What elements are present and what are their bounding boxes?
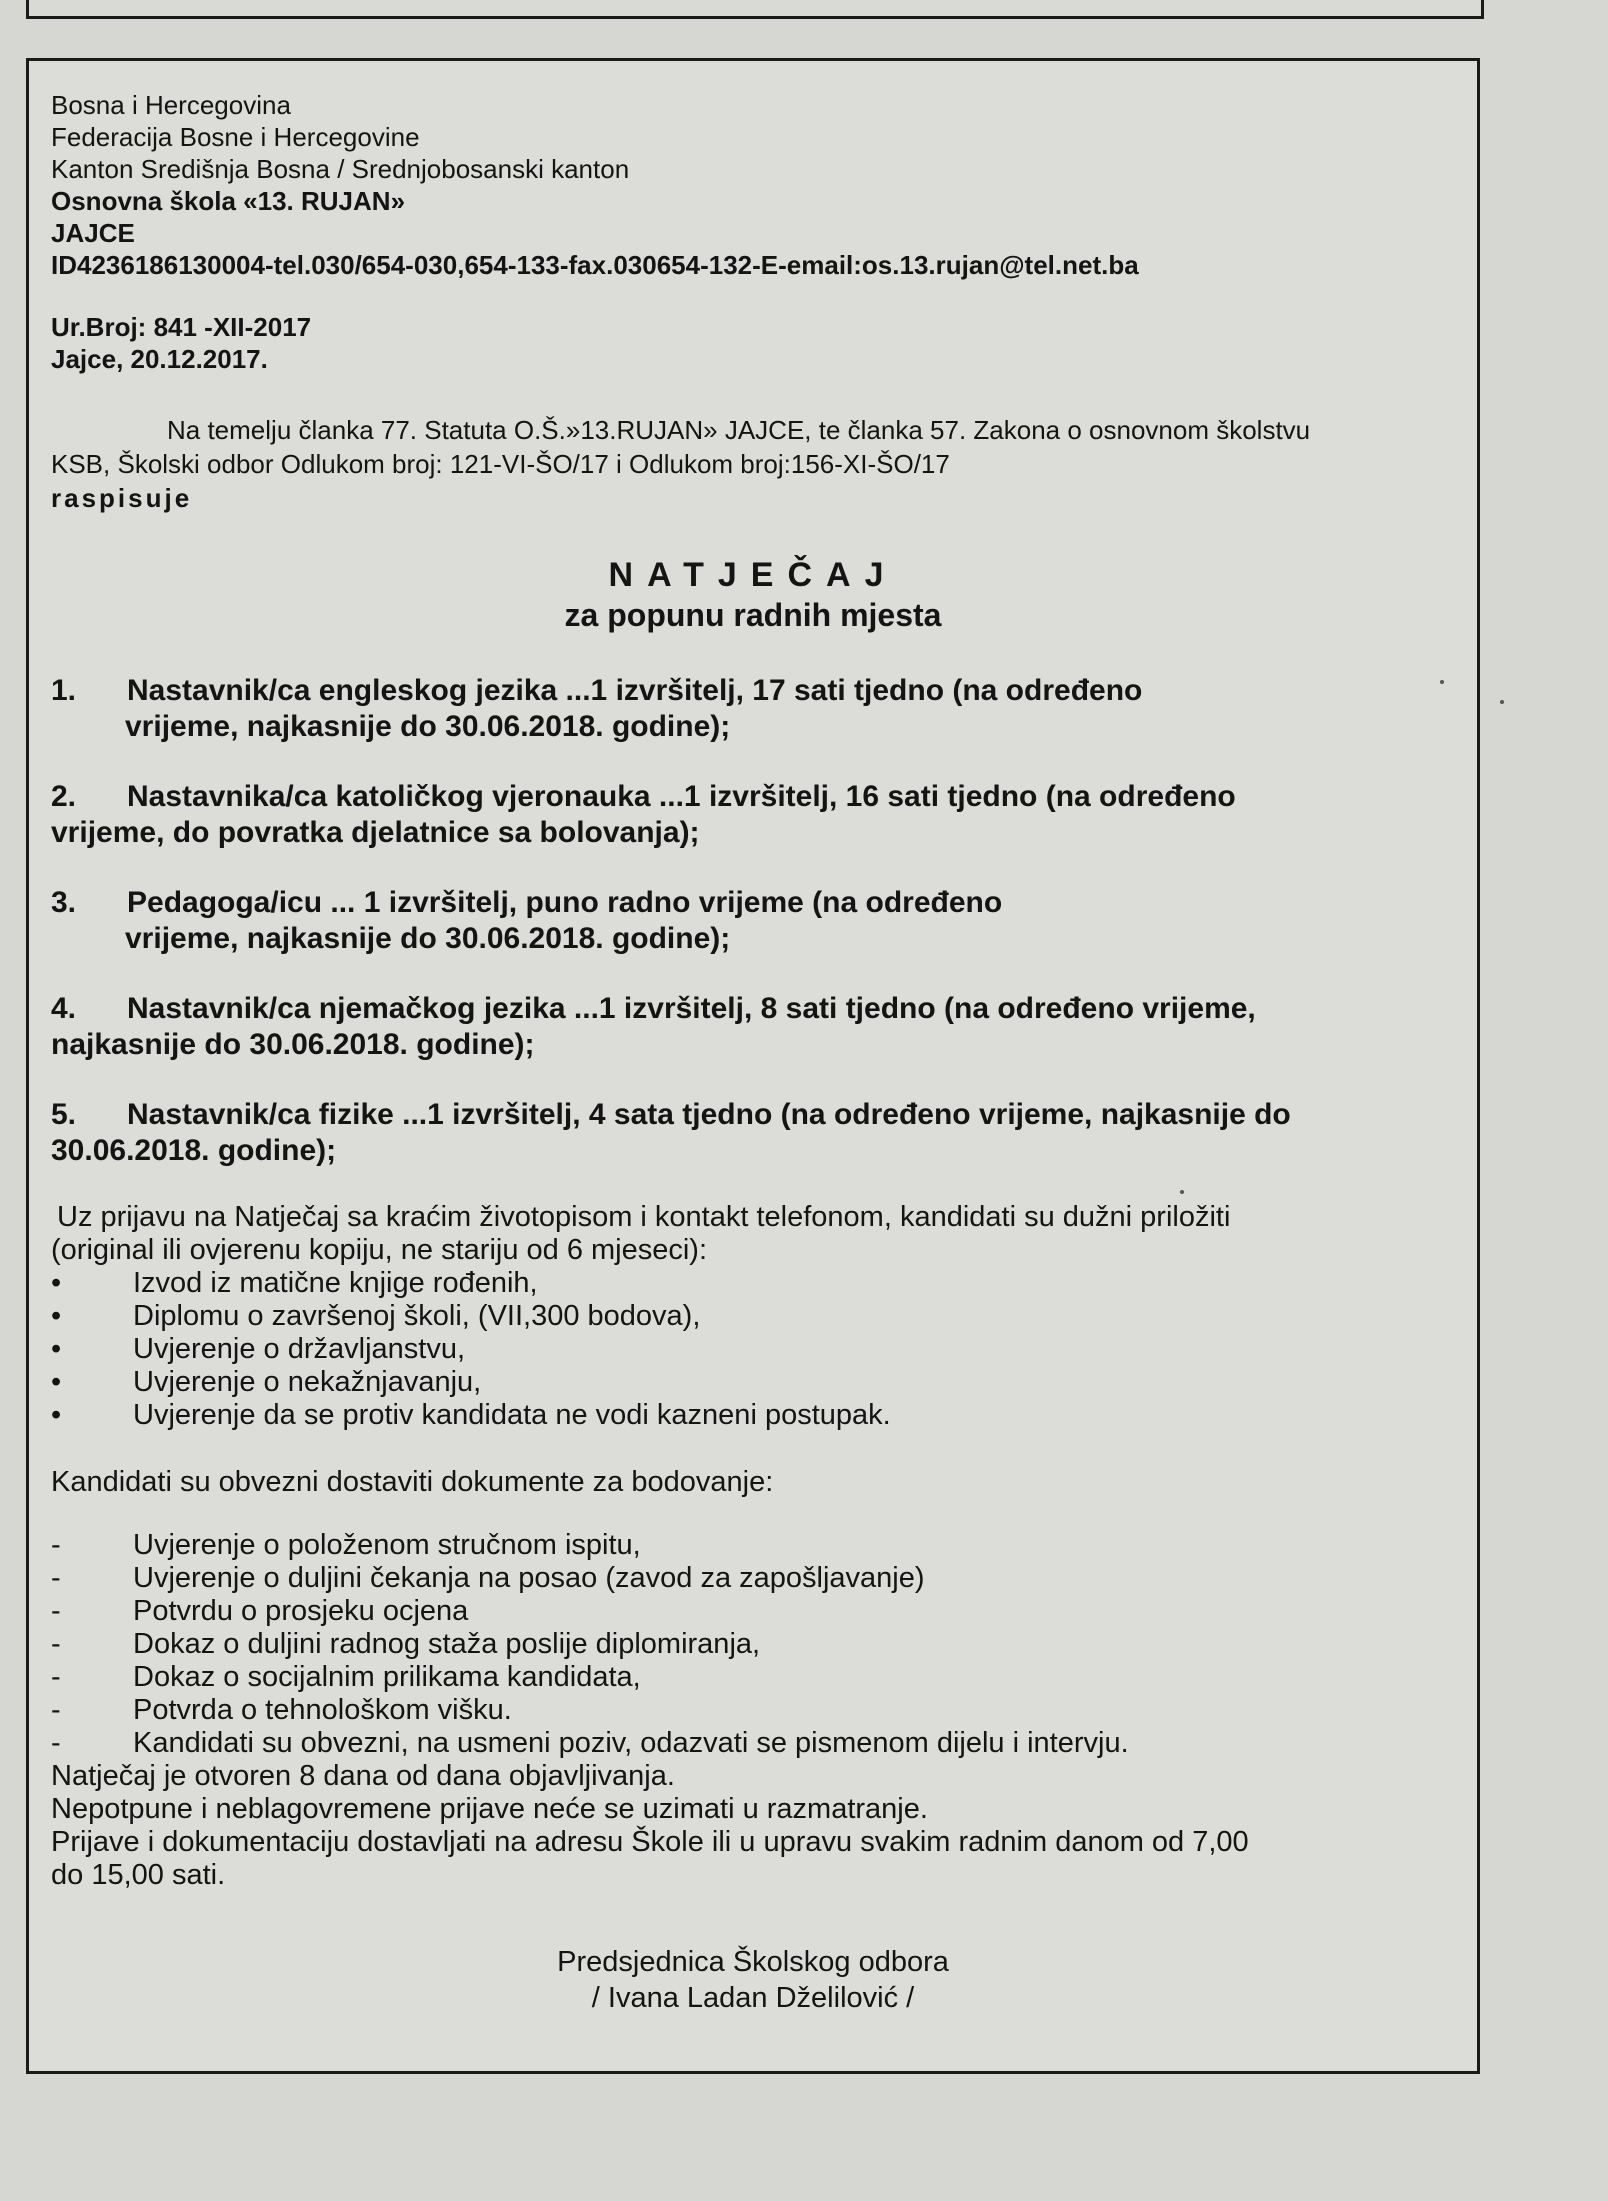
- closing-open-period: Natječaj je otvoren 8 dana od dana objavljivanja.: [51, 1760, 675, 1792]
- list-item: [51, 1300, 1455, 1333]
- header-school: Osnovna škola «13. RUJAN»: [51, 186, 406, 216]
- list-item-text: Dokaz o duljini radnog staža poslije diplomiranja,: [133, 1628, 761, 1660]
- list-item: [51, 1628, 1455, 1661]
- bullet-marker: •: [51, 1333, 62, 1365]
- list-item: [51, 1595, 1455, 1628]
- position-line-1: Nastavnik/ca engleskog jezika ...1 izvršitelj, 17 sati tjedno (na određeno: [127, 674, 1143, 707]
- header-country: Bosna i Hercegovina: [51, 90, 291, 120]
- notice-content: [51, 89, 1455, 2016]
- dash-marker: -: [51, 1628, 61, 1660]
- closing-submit-line-2: do 15,00 sati.: [51, 1859, 226, 1891]
- dash-marker: -: [51, 1694, 61, 1726]
- job-notice: [26, 58, 1480, 2074]
- position-line-2: najkasnije do 30.06.2018. godine);: [51, 1028, 535, 1061]
- intro-paragraph: [51, 413, 1455, 515]
- header-contact: ID4236186130004-tel.030/654-030,654-133-fax.030654-132-E-email:os.13.rujan@tel.net.ba: [51, 250, 1139, 280]
- position-line-2: vrijeme, najkasnije do 30.06.2018. godine);: [125, 922, 731, 955]
- position-item: [51, 991, 1455, 1063]
- list-item-text: Uvjerenje o državljanstvu,: [133, 1333, 466, 1365]
- notice-title: NATJEČAJ: [608, 556, 898, 594]
- list-item: [51, 1694, 1455, 1727]
- intro-raspisuje: raspisuje: [51, 483, 193, 513]
- position-item: [51, 673, 1455, 745]
- list-item-text: Uvjerenje o nekažnjavanju,: [133, 1366, 482, 1398]
- closing-incomplete: Nepotpune i neblagovremene prijave neće se uzimati u razmatranje.: [51, 1793, 928, 1825]
- position-number: 3.: [51, 886, 77, 919]
- application-line-1: Uz prijavu na Natječaj sa kraćim životopisom i kontakt telefonom, kandidati su dužni priložiti: [57, 1201, 1231, 1233]
- list-item-text: Izvod iz matične knjige rođenih,: [133, 1267, 538, 1299]
- bullet-marker: •: [51, 1366, 62, 1398]
- application-paragraph: [51, 1201, 1455, 1267]
- position-item: [51, 779, 1455, 851]
- list-item-text: Dokaz o socijalnim prilikama kandidata,: [133, 1661, 641, 1693]
- position-number: 4.: [51, 992, 77, 1025]
- position-line-1: Nastavnika/ca katoličkog vjeronauka ...1 izvršitelj, 16 sati tjedno (na određeno: [127, 780, 1236, 813]
- dash-marker: -: [51, 1562, 61, 1594]
- position-line-1: Nastavnik/ca fizike ...1 izvršitelj, 4 sata tjedno (na određeno vrijeme, najkasnije do: [127, 1098, 1291, 1131]
- position-line-2: vrijeme, do povratka djelatnice sa bolovanja);: [51, 816, 700, 849]
- scoring-documents-list: [51, 1529, 1455, 1760]
- list-item: [51, 1661, 1455, 1694]
- list-item: [51, 1333, 1455, 1366]
- dash-marker: -: [51, 1595, 61, 1627]
- list-item: [51, 1399, 1455, 1432]
- list-item: [51, 1366, 1455, 1399]
- list-item-text: Uvjerenje o položenom stručnom ispitu,: [133, 1529, 641, 1561]
- scoring-heading: Kandidati su obvezni dostaviti dokumente za bodovanje:: [51, 1466, 774, 1498]
- list-item-text: Diplomu o završenoj školi, (VII,300 bodova),: [133, 1300, 701, 1332]
- bullet-marker: •: [51, 1267, 62, 1299]
- list-item-text: Potvrdu o prosjeku ocjena: [133, 1595, 469, 1627]
- positions-list: [51, 673, 1455, 1169]
- bullet-marker: •: [51, 1399, 62, 1431]
- position-number: 2.: [51, 780, 77, 813]
- list-item: [51, 1727, 1455, 1760]
- header-canton: Kanton Središnja Bosna / Srednjobosanski kanton: [51, 154, 630, 184]
- list-item: [51, 1529, 1455, 1562]
- reference-number: Ur.Broj: 841 -XII-2017: [51, 312, 312, 342]
- notice-subtitle: za popunu radnih mjesta: [564, 597, 942, 633]
- dash-marker: -: [51, 1661, 61, 1693]
- reference-date: Jajce, 20.12.2017.: [51, 344, 268, 374]
- print-speck: [1180, 1190, 1184, 1194]
- closing-submit-line-1: Prijave i dokumentaciju dostavljati na adresu Škole ili u upravu svakim radnim danom od 7,00: [51, 1826, 1249, 1858]
- dash-marker: -: [51, 1529, 61, 1561]
- list-item-text: Potvrda o tehnološkom višku.: [133, 1694, 512, 1726]
- position-line-1: Pedagoga/icu ... 1 izvršitelj, puno radno vrijeme (na određeno: [127, 886, 1003, 919]
- print-speck: [1440, 680, 1444, 684]
- signature-role: Predsjednica Školskog odbora: [557, 1946, 949, 1978]
- position-line-1: Nastavnik/ca njemačkog jezika ...1 izvršitelj, 8 sati tjedno (na određeno vrijeme,: [127, 992, 1256, 1025]
- position-number: 1.: [51, 674, 77, 707]
- letterhead: [51, 89, 1455, 281]
- list-item: [51, 1267, 1455, 1300]
- position-number: 5.: [51, 1098, 77, 1131]
- list-item: [51, 1562, 1455, 1595]
- position-line-2: vrijeme, najkasnije do 30.06.2018. godine);: [125, 710, 731, 743]
- position-item: [51, 885, 1455, 957]
- position-line-2: 30.06.2018. godine);: [51, 1134, 337, 1167]
- closing-paragraph: [51, 1760, 1455, 1892]
- header-city: JAJCE: [51, 218, 135, 248]
- application-line-2: (original ili ovjerenu kopiju, ne stariju od 6 mjeseci):: [51, 1234, 708, 1266]
- previous-notice-border: [26, 0, 1484, 19]
- dash-marker: -: [51, 1727, 61, 1759]
- signature-name: / Ivana Ladan Dželilović /: [591, 1982, 915, 2014]
- signature-block: [51, 1944, 1455, 2016]
- bullet-marker: •: [51, 1300, 62, 1332]
- intro-line-1: Na temelju članka 77. Statuta O.Š.»13.RUJAN» JAJCE, te članka 57. Zakona o osnovnom školstvu: [167, 415, 1311, 445]
- header-federation: Federacija Bosne i Hercegovine: [51, 122, 420, 152]
- required-documents-list: [51, 1267, 1455, 1432]
- print-speck: [1500, 700, 1504, 704]
- list-item-text: Uvjerenje da se protiv kandidata ne vodi kazneni postupak.: [133, 1399, 891, 1431]
- position-item: [51, 1097, 1455, 1169]
- list-item-text: Kandidati su obvezni, na usmeni poziv, odazvati se pismenom dijelu i intervju.: [133, 1727, 1129, 1759]
- list-item-text: Uvjerenje o duljini čekanja na posao (zavod za zapošljavanje): [133, 1562, 925, 1594]
- intro-line-2: KSB, Školski odbor Odlukom broj: 121-VI-ŠO/17 i Odlukom broj:156-XI-ŠO/17: [51, 449, 950, 479]
